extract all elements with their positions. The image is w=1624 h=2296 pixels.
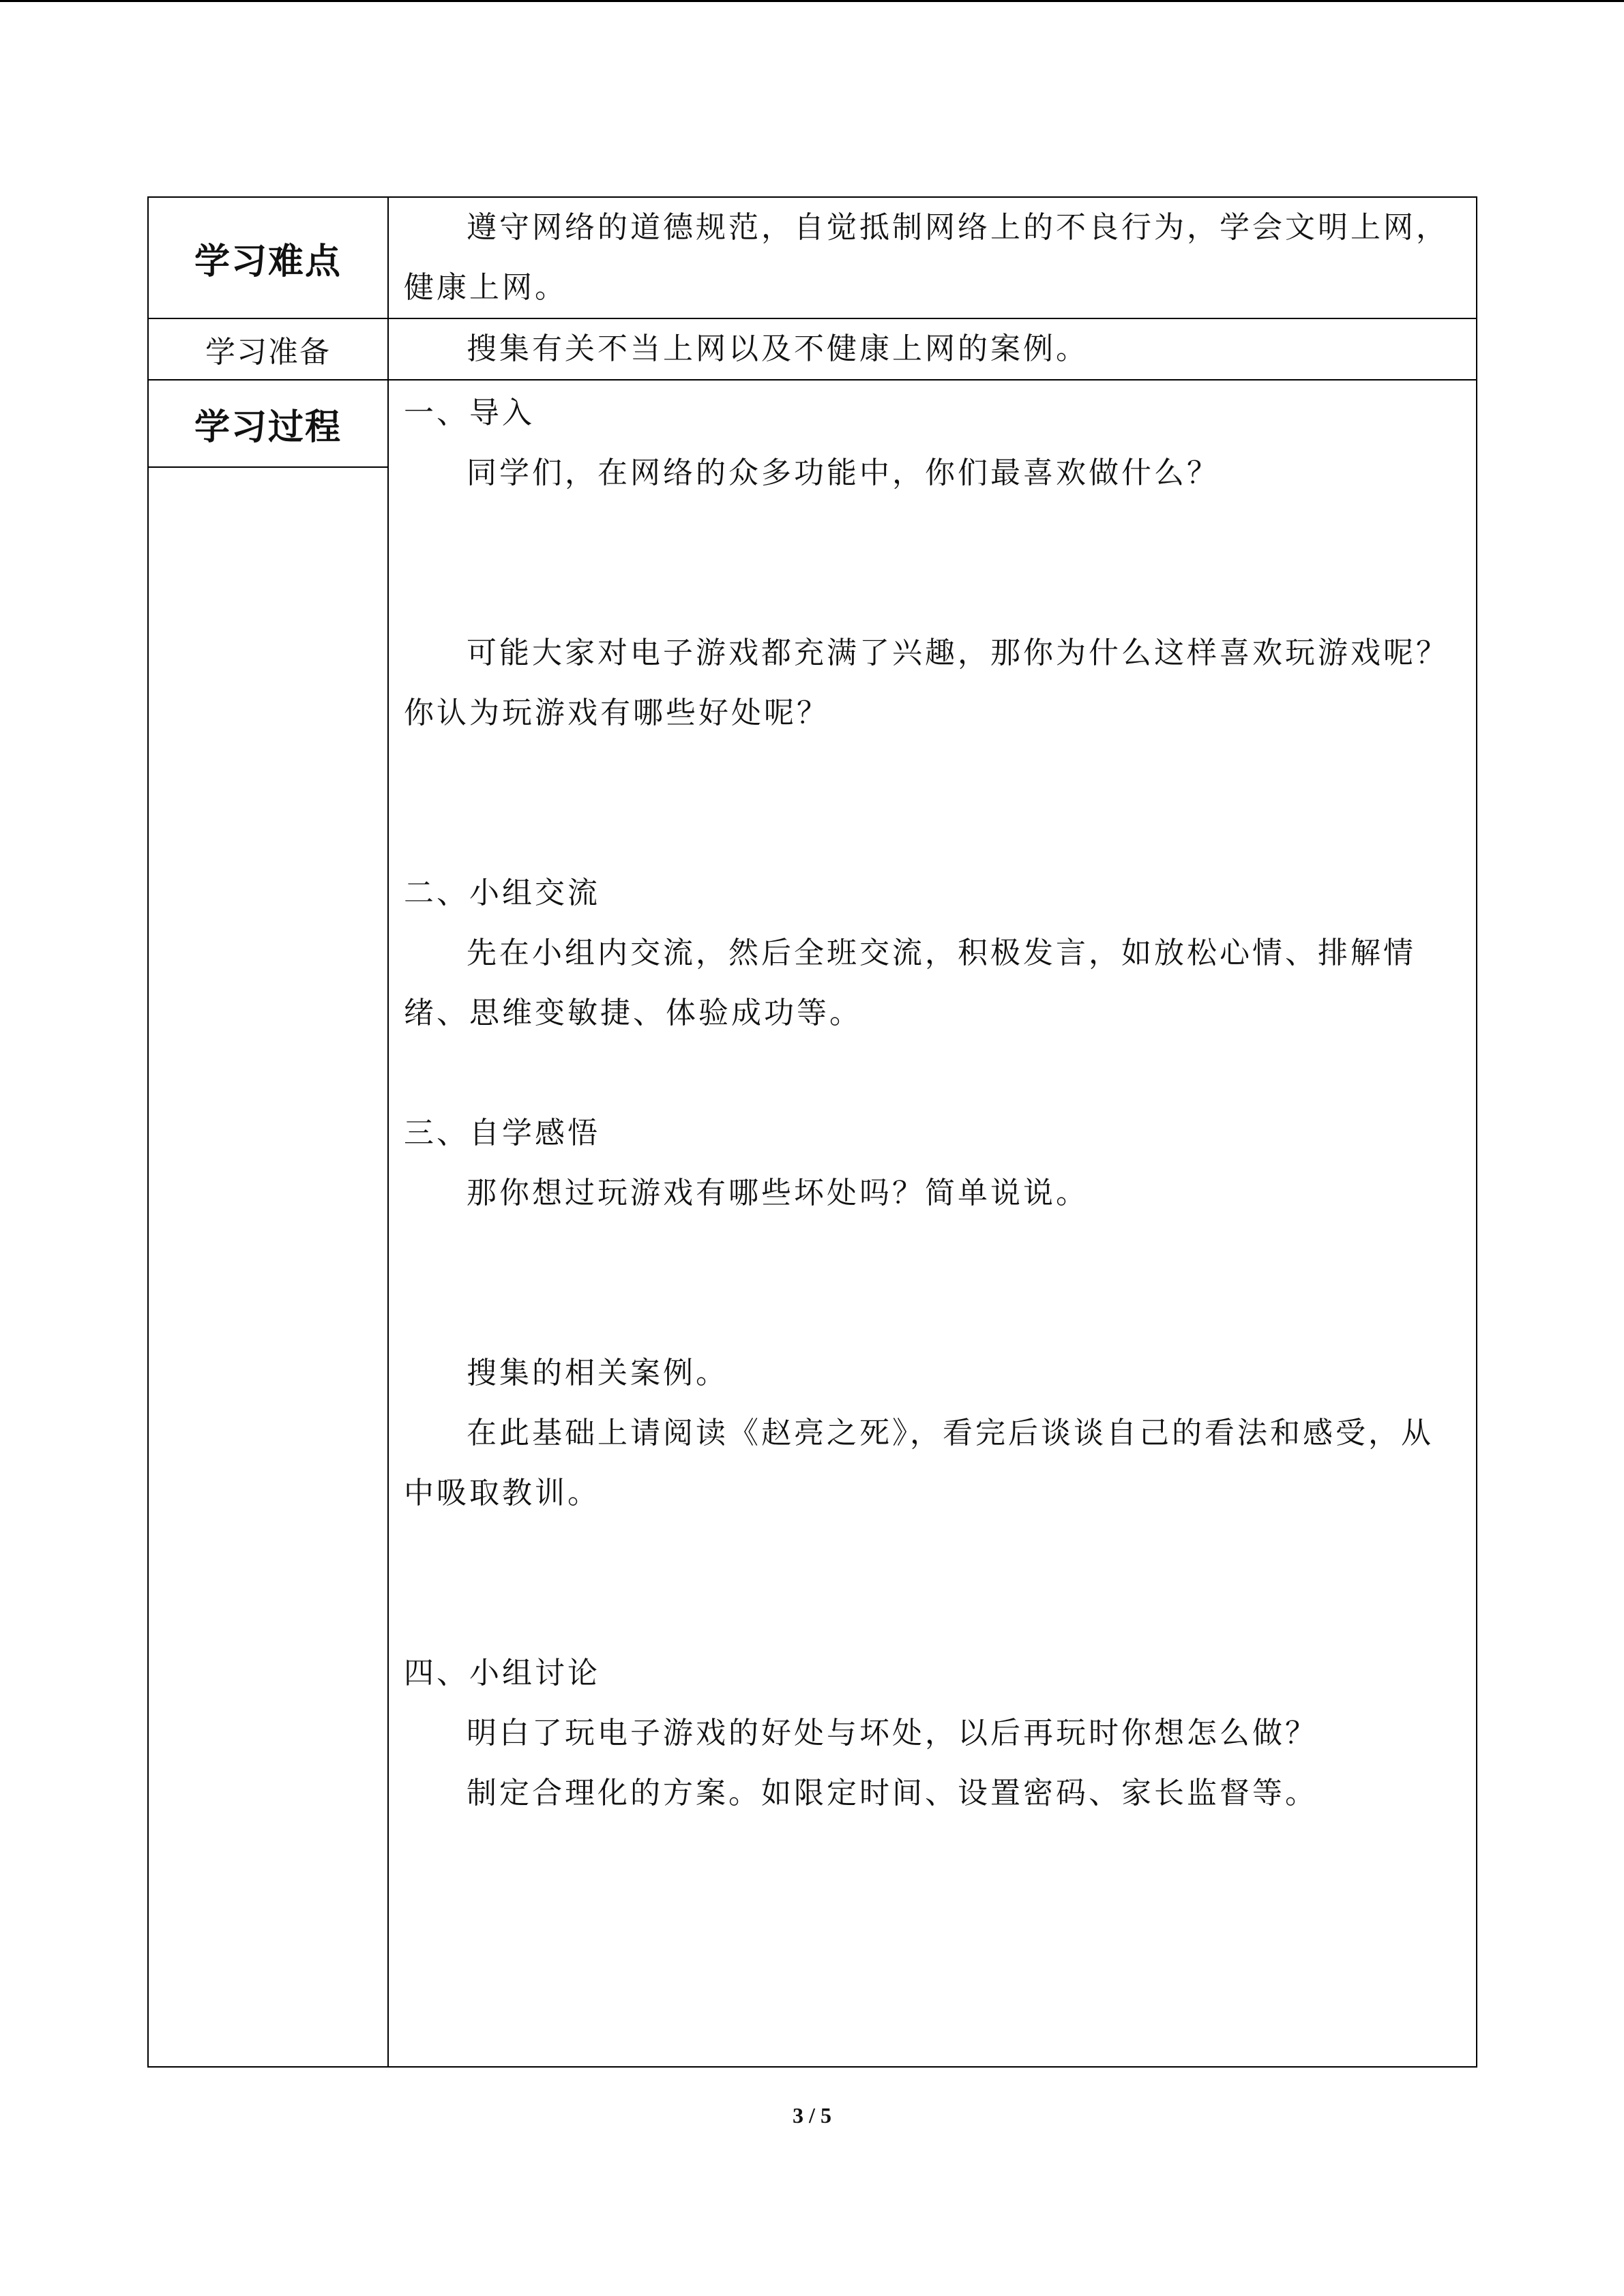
section-paragraph: 制定合理化的方案。如限定时间、设置密码、家长监督等。 xyxy=(467,1776,1318,1810)
preparation-label-cell xyxy=(148,318,388,380)
preparation-content-cell xyxy=(388,318,1477,380)
section-paragraph: 同学们，在网络的众多功能中，你们最喜欢做什么？ xyxy=(467,456,1220,490)
difficulty-label-cell xyxy=(148,197,388,318)
section-paragraph: 在此基础上请阅读《赵亮之死》，看完后谈谈自己的看法和感受，从 xyxy=(467,1416,1434,1450)
table-row-process xyxy=(148,380,1477,2067)
section-paragraph: 绪、思维变敏捷、体验成功等。 xyxy=(404,996,862,1030)
section-paragraph: 中吸取教训。 xyxy=(404,1476,600,1510)
section-paragraph: 搜集的相关案例。 xyxy=(467,1356,728,1390)
section-heading-intro: 一、导入 xyxy=(404,396,535,430)
section-paragraph: 那你想过玩游戏有哪些坏处吗？简单说说。 xyxy=(467,1176,1089,1210)
section-paragraph: 明白了玩电子游戏的好处与坏处，以后再玩时你想怎么做？ xyxy=(467,1716,1318,1750)
preparation-text: 搜集有关不当上网以及不健康上网的案例。 xyxy=(467,331,1089,366)
section-heading-group-discussion: 四、小组讨论 xyxy=(404,1656,600,1690)
process-label: 学习过程 xyxy=(194,406,342,448)
section-paragraph: 先在小组内交流，然后全班交流，积极发言，如放松心情、排解情 xyxy=(467,936,1416,970)
difficulty-label: 学习难点 xyxy=(194,241,342,282)
preparation-label: 学习准备 xyxy=(205,335,331,370)
difficulty-content-cell xyxy=(388,197,1477,318)
section-paragraph: 可能大家对电子游戏都充满了兴趣，那你为什么这样喜欢玩游戏呢？ xyxy=(467,636,1449,670)
page-number: 3 / 5 xyxy=(793,2103,831,2128)
table-row-preparation xyxy=(148,318,1477,380)
table-row-difficulty xyxy=(148,197,1477,318)
difficulty-text-line1: 遵守网络的道德规范，自觉抵制网络上的不良行为，学会文明上网， xyxy=(467,210,1449,245)
section-heading-self-study: 三、自学感悟 xyxy=(404,1116,600,1150)
section-paragraph: 你认为玩游戏有哪些好处呢？ xyxy=(404,696,829,730)
process-content-cell xyxy=(388,380,1477,2067)
section-heading-group-exchange: 二、小组交流 xyxy=(404,876,600,910)
difficulty-text-line2: 健康上网。 xyxy=(404,270,567,305)
process-label-cell xyxy=(148,380,388,2067)
lesson-plan-table xyxy=(147,196,1477,2068)
